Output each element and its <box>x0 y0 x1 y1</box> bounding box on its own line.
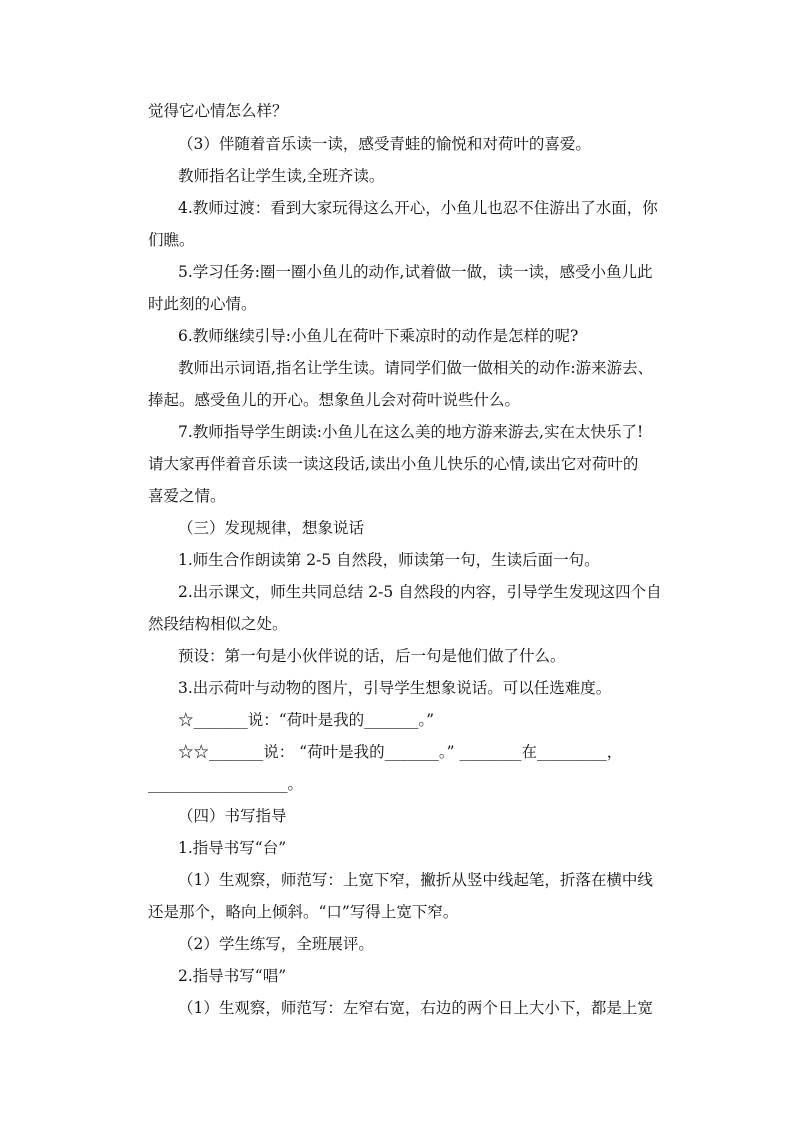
text-line: （1）生观察，师范写：上宽下窄，撇折从竖中线起笔，折落在横中线 <box>178 871 653 889</box>
text-line: 5.学习任务:圈一圈小鱼儿的动作,试着做一做，读一读，感受小鱼儿此 <box>178 263 653 281</box>
text-line: 然段结构相似之处。 <box>148 615 288 633</box>
section-heading: （四）书写指导 <box>178 807 287 825</box>
text-line: 教师出示词语,指名让学生读。请同学们做一做相关的动作:游来游去、 <box>178 359 654 377</box>
text-line: 7.教师指导学生朗读:小鱼儿在这么美的地方游来游去,实在太快乐了! <box>178 423 644 441</box>
text-line: 预设：第一句是小伙伴说的话，后一句是他们做了什么。 <box>178 647 566 665</box>
text-line: （1）生观察，师范写：左窄右宽，右边的两个日上大小下，都是上宽 <box>178 999 653 1017</box>
text-line: ☆_______说：“荷叶是我的_______。” <box>178 711 435 729</box>
text-line: 1.指导书写“台” <box>178 839 287 857</box>
text-line: 请大家再伴着音乐读一读这段话,读出小鱼儿快乐的心情,读出它对荷叶的 <box>148 455 639 473</box>
text-line: 2.指导书写“唱” <box>178 967 287 985</box>
text-line: （2）学生练写，全班展评。 <box>178 935 374 953</box>
text-line: 6.教师继续引导:小鱼儿在荷叶下乘凉时的动作是怎样的呢? <box>178 327 579 345</box>
text-line: （3）伴随着音乐读一读，感受青蛙的愉悦和对荷叶的喜爱。 <box>178 135 591 153</box>
text-line: 还是那个，略向上倾斜。“口”写得上宽下窄。 <box>148 903 459 921</box>
section-heading: （三）发现规律，想象说话 <box>178 519 365 537</box>
text-line: 2.出示课文，师生共同总结 2-5 自然段的内容，引导学生发现这四个自 <box>178 583 662 601</box>
text-line: 教师指名让学生读,全班齐读。 <box>178 167 385 185</box>
text-line: 时此刻的心情。 <box>148 295 257 313</box>
text-line: 4.教师过渡：看到大家玩得这么开心，小鱼儿也忍不住游出了水面，你 <box>178 199 658 217</box>
text-line: 3.出示荷叶与动物的图片，引导学生想象说话。可以任选难度。 <box>178 679 612 697</box>
text-line: 们瞧。 <box>148 231 195 249</box>
text-line: 1.师生合作朗读第 2-5 自然段，师读第一句，生读后面一句。 <box>178 551 600 569</box>
text-line: 捧起。感受鱼儿的开心。想象鱼儿会对荷叶说些什么。 <box>148 391 521 409</box>
text-line: ☆☆_______说： “荷叶是我的_______。” ________在_________， <box>178 743 623 761</box>
text-line: 觉得它心情怎么样？ <box>148 102 288 120</box>
text-line: __________________。 <box>148 775 304 793</box>
text-line: 喜爱之情。 <box>148 487 226 505</box>
